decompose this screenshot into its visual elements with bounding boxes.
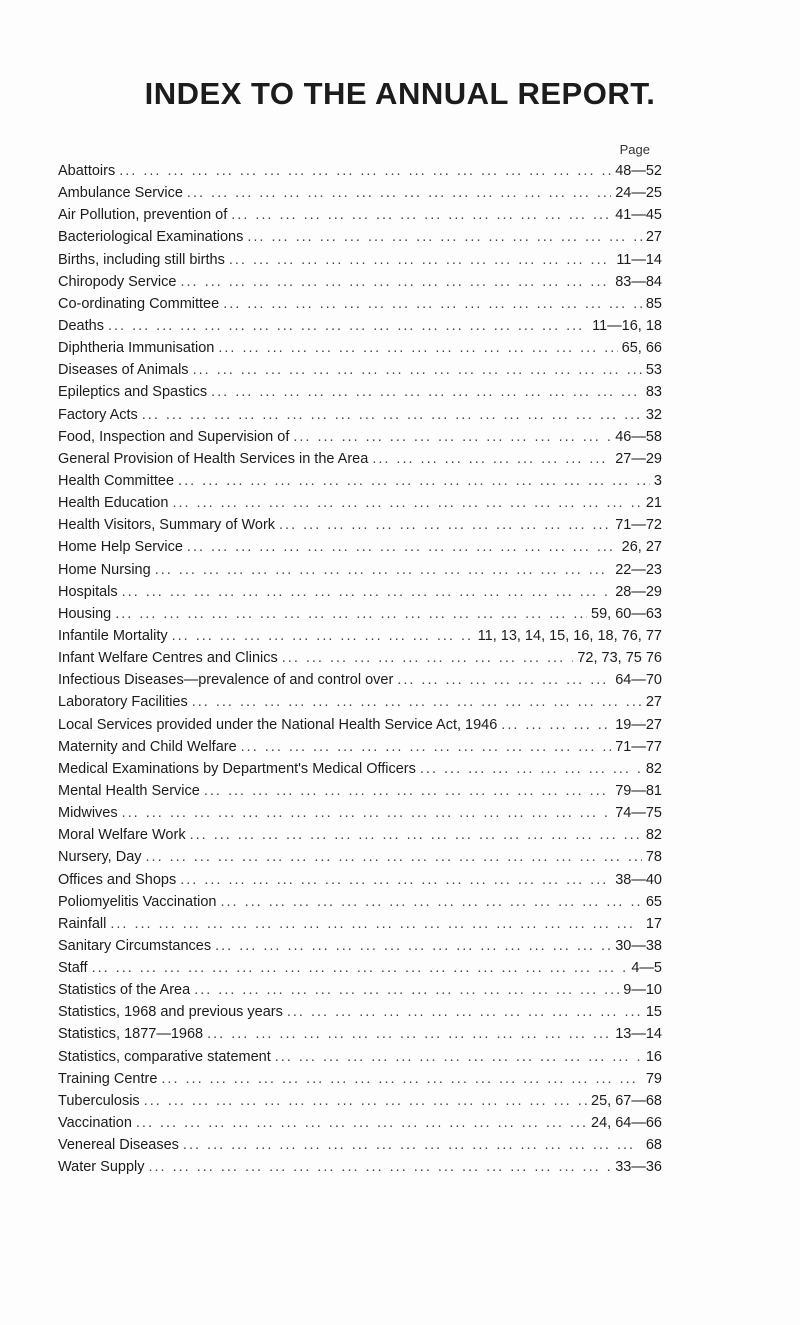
entry-label: Statistics, comparative statement (58, 1048, 271, 1065)
index-entry (58, 780, 662, 802)
index-entry (58, 426, 662, 448)
index-entry (58, 603, 662, 625)
page-title: INDEX TO THE ANNUAL REPORT. (144, 76, 656, 111)
dot-leader (229, 249, 612, 271)
index-entry (58, 359, 662, 381)
index-entry (58, 1046, 662, 1068)
index-entry (58, 492, 662, 514)
entry-label: Housing (58, 605, 112, 622)
entry-label: Health Committee (58, 472, 175, 489)
entry-label: Abattoirs (58, 163, 116, 179)
entry-pages: 24—25 (615, 185, 662, 202)
dot-leader (218, 337, 617, 359)
entry-label: Ambulance Service (58, 185, 183, 202)
index-entry (58, 891, 662, 913)
entry-pages: 16 (645, 1048, 662, 1065)
entry-label: Training Centre (58, 1070, 158, 1087)
entry-pages: 17 (645, 915, 662, 932)
entry-label: Co-ordinating Committee (58, 295, 220, 312)
entry-label: Air Pollution, prevention of (58, 207, 228, 224)
entry-pages: 11—14 (616, 251, 662, 268)
index-entry (58, 448, 662, 470)
entry-pages: 13—14 (615, 1026, 662, 1043)
dot-leader (115, 603, 587, 625)
entry-pages: 27 (645, 694, 662, 711)
index-entry (58, 1068, 662, 1090)
dot-leader (293, 426, 611, 448)
dot-leader (207, 1023, 611, 1045)
index-entry (58, 160, 662, 182)
entry-pages: 3 (653, 472, 662, 489)
dot-leader (183, 1134, 642, 1156)
entry-label: Diseases of Animals (58, 362, 189, 379)
entry-label: Chiropody Service (58, 273, 177, 290)
entry-label: Infantile Mortality (58, 627, 168, 644)
entry-label: Midwives (58, 805, 118, 822)
entry-pages: 33—36 (615, 1159, 662, 1176)
entry-label: Sanitary Circumstances (58, 937, 212, 954)
dot-leader (215, 935, 611, 957)
dot-leader (187, 182, 611, 204)
entry-pages: 46—58 (615, 428, 662, 445)
index-entry (58, 226, 662, 248)
entry-label: Bacteriological Examinations (58, 229, 244, 246)
dot-leader (192, 691, 642, 713)
index-entry (58, 315, 662, 337)
index-entry (58, 182, 662, 204)
index-entry (58, 337, 662, 359)
index-entry (58, 293, 662, 315)
entry-label: Staff (58, 960, 88, 977)
index-entry (58, 625, 662, 647)
index-entry (58, 381, 662, 403)
index-entry (58, 470, 662, 492)
entry-label: Health Education (58, 495, 169, 512)
entry-pages: 59, 60—63 (591, 605, 662, 622)
entry-pages: 85 (645, 295, 662, 312)
dot-leader (397, 669, 611, 691)
entry-label: Food, Inspection and Supervision of (58, 428, 290, 445)
entry-pages: 11, 13, 14, 15, 16, 18, 76, 77 (477, 627, 662, 644)
index-entry (58, 1134, 662, 1156)
index-entry (58, 802, 662, 824)
entry-label: Statistics of the Area (58, 982, 191, 999)
dot-leader (223, 293, 642, 315)
entry-label: Home Nursing (58, 561, 151, 578)
index-entry (58, 714, 662, 736)
index-entry (58, 669, 662, 691)
entry-label: Nursery, Day (58, 849, 142, 866)
dot-leader (144, 1090, 587, 1112)
entry-pages: 79—81 (615, 782, 662, 799)
entry-pages: 32 (645, 406, 662, 423)
entry-label: Water Supply (58, 1159, 145, 1176)
dot-leader (247, 226, 641, 248)
entry-label: Moral Welfare Work (58, 827, 186, 844)
entry-pages: 28—29 (615, 583, 662, 600)
index-entry (58, 691, 662, 713)
entry-label: Medical Examinations by Department's Medical Officers (58, 760, 416, 777)
dot-leader (122, 581, 612, 603)
index-entry (58, 869, 662, 891)
entry-pages: 41—45 (615, 207, 662, 224)
dot-leader (155, 559, 612, 581)
entry-pages: 78 (645, 849, 662, 866)
entry-pages: 19—27 (615, 716, 662, 733)
index-entry (58, 935, 662, 957)
entry-pages: 53 (645, 362, 662, 379)
index-entry (58, 736, 662, 758)
entry-label: Deaths (58, 317, 104, 334)
dot-leader (92, 957, 628, 979)
entry-pages: 4—5 (631, 960, 662, 977)
entry-label: Hospitals (58, 583, 118, 600)
entry-pages: 27 (645, 229, 662, 246)
dot-leader (122, 802, 612, 824)
dot-leader (420, 758, 642, 780)
entry-label: Home Help Service (58, 539, 183, 556)
entry-label: Poliomyelitis Vaccination (58, 893, 217, 910)
index-entry (58, 647, 662, 669)
dot-leader (142, 404, 642, 426)
entry-label: Statistics, 1877—1968 (58, 1026, 204, 1043)
dot-leader (187, 536, 618, 558)
index-list (58, 160, 662, 1178)
entry-label: Births, including still births (58, 251, 225, 268)
entry-pages: 38—40 (615, 871, 662, 888)
entry-pages: 26, 27 (621, 539, 662, 556)
entry-label: Maternity and Child Welfare (58, 738, 237, 755)
index-entry (58, 824, 662, 846)
dot-leader (204, 780, 611, 802)
dot-leader (146, 846, 642, 868)
dot-leader (211, 381, 642, 403)
index-entry (58, 514, 662, 536)
entry-pages: 82 (645, 827, 662, 844)
index-entry (58, 249, 662, 271)
index-entry (58, 404, 662, 426)
entry-label: Offices and Shops (58, 871, 177, 888)
entry-pages: 83 (645, 384, 662, 401)
entry-pages: 71—77 (615, 738, 662, 755)
entry-label: Epileptics and Spastics (58, 384, 208, 401)
index-entry (58, 536, 662, 558)
entry-pages: 79 (645, 1070, 662, 1087)
entry-pages: 27—29 (615, 450, 662, 467)
dot-leader (282, 647, 574, 669)
dot-leader (172, 625, 474, 647)
index-entry (58, 1023, 662, 1045)
entry-label: Factory Acts (58, 406, 138, 423)
entry-label: Tuberculosis (58, 1092, 140, 1109)
entry-label: Diphtheria Immunisation (58, 340, 215, 357)
entry-label: Infectious Diseases—prevalence of and control over (58, 672, 394, 689)
entry-pages: 64—70 (615, 672, 662, 689)
entry-pages: 25, 67—68 (591, 1092, 662, 1109)
dot-leader (501, 714, 611, 736)
dot-leader (136, 1112, 587, 1134)
entry-label: Vaccination (58, 1115, 132, 1132)
index-entry (58, 758, 662, 780)
index-entry (58, 271, 662, 293)
dot-leader (108, 315, 588, 337)
entry-pages: 65, 66 (621, 340, 662, 357)
entry-label: Laboratory Facilities (58, 694, 188, 711)
dot-leader (241, 736, 612, 758)
dot-leader (287, 1001, 642, 1023)
index-entry (58, 957, 662, 979)
entry-pages: 15 (645, 1004, 662, 1021)
index-entry (58, 1156, 662, 1178)
entry-pages: 21 (645, 495, 662, 512)
entry-pages: 68 (645, 1137, 662, 1154)
entry-label: Mental Health Service (58, 782, 200, 799)
index-entry (58, 204, 662, 226)
dot-leader (194, 979, 619, 1001)
dot-leader (279, 514, 611, 536)
entry-pages: 9—10 (623, 982, 662, 999)
index-entry (58, 913, 662, 935)
entry-pages: 83—84 (615, 273, 662, 290)
entry-label: Local Services provided under the National Health Service Act, 1946 (58, 716, 498, 733)
entry-label: Rainfall (58, 915, 107, 932)
entry-label: General Provision of Health Services in the Area (58, 450, 369, 467)
entry-pages: 74—75 (615, 805, 662, 822)
index-entry (58, 1090, 662, 1112)
dot-leader (110, 913, 642, 935)
dot-leader (149, 1156, 612, 1178)
index-entry (58, 1001, 662, 1023)
entry-label: Health Visitors, Summary of Work (58, 517, 276, 534)
entry-pages: 24, 64—66 (591, 1115, 662, 1132)
entry-pages: 11—16, 18 (592, 317, 662, 334)
dot-leader (172, 492, 641, 514)
dot-leader (193, 359, 642, 381)
entry-pages: 22—23 (615, 561, 662, 578)
dot-leader (231, 204, 611, 226)
index-entry (58, 846, 662, 868)
dot-leader (119, 160, 611, 182)
entry-pages: 72, 73, 75 76 (577, 650, 662, 667)
index-entry (58, 559, 662, 581)
dot-leader (180, 271, 611, 293)
entry-pages: 71—72 (615, 517, 662, 534)
dot-leader (372, 448, 611, 470)
entry-pages: 48—52 (615, 163, 662, 179)
dot-leader (221, 891, 642, 913)
index-entry (58, 979, 662, 1001)
entry-label: Statistics, 1968 and previous years (58, 1004, 283, 1021)
index-entry (58, 581, 662, 603)
dot-leader (275, 1046, 642, 1068)
dot-leader (178, 470, 650, 492)
entry-pages: 30—38 (615, 937, 662, 954)
dot-leader (190, 824, 642, 846)
entry-pages: 65 (645, 893, 662, 910)
entry-label: Venereal Diseases (58, 1137, 179, 1154)
dot-leader (180, 869, 611, 891)
entry-label: Infant Welfare Centres and Clinics (58, 650, 278, 667)
dot-leader (161, 1068, 641, 1090)
entry-pages: 82 (645, 760, 662, 777)
page-column-header: Page (619, 142, 650, 157)
index-entry (58, 1112, 662, 1134)
